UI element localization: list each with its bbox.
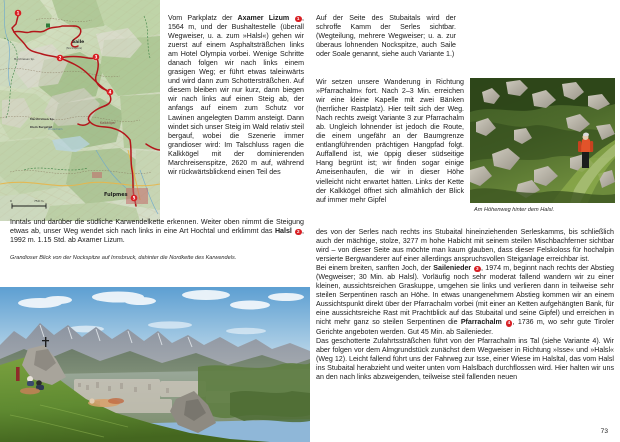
panorama-innsbruck-from-nockspitze-photo [0, 287, 310, 442]
svg-text:(Nockspitze): (Nockspitze) [66, 47, 83, 50]
paragraph: Wir setzen unsere Wanderung in Richtung »Pfarrachalm« fort. Nach 2–3 Min. erreichen wir eine kleine Kapelle mit zwei Bänken (herrlicher Rastplatz). Hier teilt sich der Weg. Nach rechts zweigt Variante 3 zur Pfarrachalm ab. Ungleich lohnender ist jedoch die Route, die einem ungefähr an der Baumgrenze entlangführenden prächtigen Hangpfad folgt. Auffallend ist, wie üppig dieser südseitige Hang begrünt ist; wir finden sogar einige Ameisenhaufen, die wir in dieser Höhe vielleicht nicht erwartet hätten. Links der Kette der Kalkkögel öffnet sich allmählich der Blick auf immer mehr Gipfel [316, 78, 464, 204]
paragraph: Inntals und darüber die südliche Karwendelkette erkennen. Weiter oben nimmt die Steigung etwas ab, unser Weg wendet sich nach links in eine Art Hochtal und erklimmt das Halsl 2 , 1992 m. 1.15 Std. ab Axamer Lizum. [10, 218, 304, 245]
paragraph: des von der Serles nach rechts ins Stubaital hineinziehenden Serleskamms, bis schließlich auch der mächtige, stolze, 3277 m hohe Habicht mit seinem steilen Mischbachferner sichtbar wird – von dieser Seite aus möchte man kaum glauben, dass dieser Felskoloss für hochalpin versierte Bergwanderer auf einer allerdings anspruchsvollen Steiganlage erreichbar ist. [316, 228, 614, 264]
photo-bottom-caption: Grandioser Blick von der Nockspitze auf Innsbruck, dahinter die Nordkette des Karwendels. [10, 255, 237, 261]
map-label-fulpmes: Fulpmes [104, 192, 128, 198]
route-marker-4: 4 [506, 320, 513, 327]
route-marker-2: 2 [295, 229, 302, 236]
bold-run: Halsl [274, 227, 292, 236]
svg-text:Kalkkögel: Kalkkögel [100, 121, 116, 125]
route-map [0, 0, 160, 221]
bold-run: Pfarrachalm [460, 318, 502, 327]
text-block-bottom-right [316, 228, 614, 382]
svg-text:2: 2 [58, 55, 62, 61]
map-graphic [0, 0, 160, 221]
svg-text:4: 4 [108, 89, 112, 95]
paragraph: Das geschotterte Zufahrtssträßchen führt von der Pfarrachalm ins Tal (siehe Variante 4). Wir aber folgen vor dem Almgrundstück zunächst dem Wegweiser in Richtung »Isse« und »Halsl« (Weg 12). Leicht fallend führt uns der Fahrweg zur Isse, einer Wiese im Halsltal, das vom Halsl ins Stubaital herabzieht und weiter unten vom Halslbach durchflossen wird. Hier halten wir uns an den nach links abzweigenden, teilweise steil fallenden neuen [316, 336, 614, 381]
svg-text:Marchreisen Sp.: Marchreisen Sp. [14, 58, 35, 61]
svg-text:5: 5 [132, 195, 136, 201]
svg-text:Klein Burgstall: Klein Burgstall [30, 125, 53, 129]
text-column-right-top [316, 14, 456, 59]
text-column-right-wrap [316, 78, 464, 205]
photo-bottom-graphic [0, 287, 310, 442]
paragraph: Vom Parkplatz der Axamer Lizum 1 , 1564 m, und der Bushaltestelle (überall Wegweiser, u. a. zum »Halsl«) gehen wir zuerst auf einem Asphaltsträßchen links am Hotel Olympia vorbei. Wenige Schritte danach folgen wir nach links einem grasigen Weg; er führt etwas taleinwärts und wird dann zum Schottersträßchen. Auf diesem bleiben wir nur kurz, dann biegen wir nach links auf einen Steig ab, der anfangs auf einem zum Schutz vor Lawinen angelegten Damm ansteigt. Dann windet sich unser Steig im Wald relativ steil bergauf, wobei die Szenerie immer grandioser wird: Im Talschluss ragen die Kalkkögel mit der dominierenden Marchreisenspitze, 2620 m auf, während wir rückwärtsblickend einen Teil des [168, 14, 304, 176]
bold-run: Axamer Lizum [237, 14, 290, 22]
route-marker-1: 1 [295, 16, 302, 23]
svg-text:Pfarrachalm: Pfarrachalm [48, 128, 63, 131]
page-number: 73 [600, 428, 608, 435]
svg-text:750 m: 750 m [34, 199, 44, 203]
bold-run: Sailenieder [433, 264, 472, 273]
photo-right-graphic [470, 78, 615, 203]
svg-text:0: 0 [10, 199, 12, 203]
map-label-saile: Saile [72, 40, 85, 45]
svg-text:3: 3 [94, 54, 98, 60]
svg-text:Marchreisen Sp.: Marchreisen Sp. [30, 117, 55, 121]
photo-right-caption: Am Höhenweg hinter dem Halsl. [474, 207, 555, 213]
paragraph: Auf der Seite des Stubaitals wird der schroffe Kamm der Serles sichtbar. (Wegteilung, mehrere Wegweiser; u. a. zur überaus lohnenden Nockspitze, auch Saile oder Soale genannt, siehe auch Variante 1.) [316, 14, 456, 59]
paragraph-under-map [10, 218, 304, 245]
text-column-middle [168, 14, 304, 177]
hiker-on-hohenweg-photo [470, 78, 615, 203]
paragraph: Bei einem breiten, sanften Joch, der Sailenieder 3 , 1974 m, beginnt nach rechts der Abstieg (Wegweiser; 30 Min. ab Halsl). Vorläufig noch sehr moderat fallend wandern wir zu einer kleinen, aussichtsreichen Graskuppe, umgehen sie links und verlieren dann in teilweise sehr steilen Serpentinen rasch an Höhe. In etwas unangenehmem Abstieg kommen wir an einem Aussichtspunkt direkt über der Pfarrachalm vorbei (mit einer an Ketten aufgehängten Bank, für eine aussichtsreiche Rast mit Prachtblick auf das Stubaital und seine Gipfel) und erreichen in nicht mehr ganz so steilen Serpentinen die Pfarrachalm 4 , 1736 m, wo sehr gute Tiroler Gerichte angeboten werden. Gut 45 Min. ab Sailenieder. [316, 264, 615, 336]
route-marker-3: 3 [474, 266, 481, 273]
svg-text:1: 1 [16, 10, 20, 16]
